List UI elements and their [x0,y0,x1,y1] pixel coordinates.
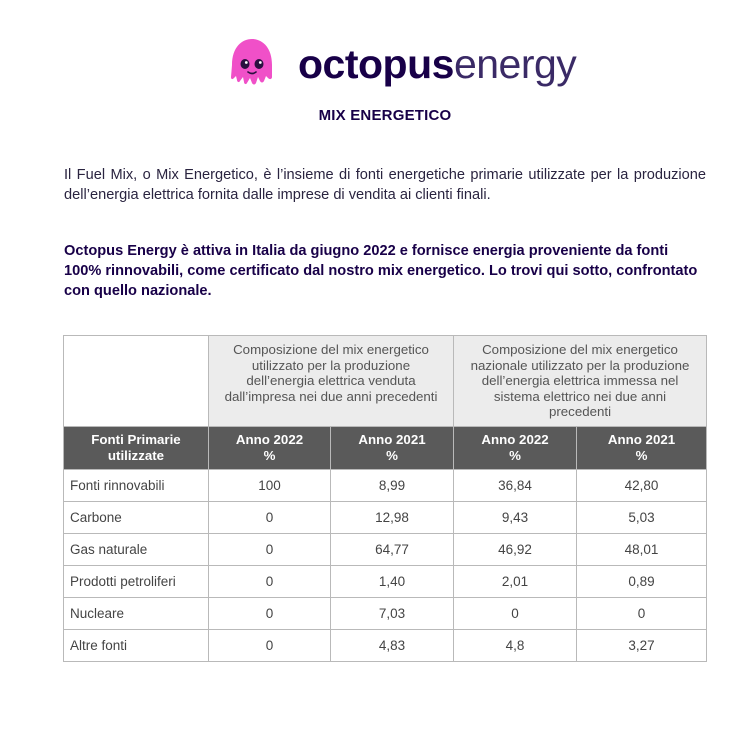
value-cell: 0,89 [577,566,707,598]
column-header [331,427,454,470]
group-header-row [64,336,707,427]
value-cell: 8,99 [331,470,454,502]
source-cell: Nucleare [64,598,209,630]
octopus-mascot-icon [228,37,276,91]
value-cell: 42,80 [577,470,707,502]
brand-name-bold: octopus [298,41,454,87]
value-cell: 12,98 [331,502,454,534]
column-header-line1: Anno 2022 [481,432,549,447]
value-cell: 9,43 [454,502,577,534]
column-header [577,427,707,470]
value-cell: 1,40 [331,566,454,598]
value-cell: 4,8 [454,630,577,662]
value-cell: 0 [209,566,331,598]
value-cell: 3,27 [577,630,707,662]
column-header [209,427,331,470]
column-header-line1: Anno 2022 [235,432,304,447]
column-header-line2: utilizzate [107,448,165,463]
column-header-line2: % [263,448,276,463]
intro-paragraph: Il Fuel Mix, o Mix Energetico, è l’insieme di fonti energetiche primarie utilizzate per la produzione dell’energia elettrica fornita dalle imprese di vendita ai clienti finali. [64,167,706,203]
column-header [64,427,209,470]
value-cell: 100 [209,470,331,502]
value-cell: 0 [577,598,707,630]
value-cell: 4,83 [331,630,454,662]
value-cell: 64,77 [331,534,454,566]
lead-paragraph: Octopus Energy è attiva in Italia da giugno 2022 e fornisce energia proveniente da fonti 100% rinnovabili, come certificato dal nostro mix energetico. Lo trovi qui sotto, confrontato con quello nazionale. [64,243,698,299]
table-row [64,630,707,662]
table-row [64,566,707,598]
empty-header-cell [64,336,209,427]
source-cell: Altre fonti [64,630,209,662]
value-cell: 2,01 [454,566,577,598]
column-header-line2: % [386,448,398,463]
column-header-line2: % [635,448,648,463]
column-header-line2: % [509,448,521,463]
value-cell: 46,92 [454,534,577,566]
column-header-line1: Anno 2021 [607,432,676,447]
table-row [64,502,707,534]
column-header [454,427,577,470]
page-title: MIX ENERGETICO [318,107,452,124]
value-cell: 0 [209,502,331,534]
column-header-line1: Anno 2021 [358,432,426,447]
value-cell: 36,84 [454,470,577,502]
value-cell: 0 [209,534,331,566]
brand-name-light: energy [453,41,577,87]
national-mix-header: Composizione del mix energetico nazionale utilizzato per la produzione dell’energia elettrica immessa nel sistema elettrico nei due anni precedenti [454,336,707,427]
table-row [64,534,707,566]
table-row [64,470,707,502]
column-header-row [64,427,707,470]
value-cell: 0 [209,630,331,662]
company-mix-header: Composizione del mix energetico utilizzato per la produzione dell’energia elettrica venduta dall’impresa nei due anni precedenti [209,336,454,427]
logo [0,34,740,94]
value-cell: 0 [209,598,331,630]
value-cell: 7,03 [331,598,454,630]
source-cell: Gas naturale [64,534,209,566]
column-header-line1: Fonti Primarie [91,432,181,447]
table-row [64,598,707,630]
value-cell: 5,03 [577,502,707,534]
value-cell: 0 [454,598,577,630]
brand-wordmark [298,38,576,90]
value-cell: 48,01 [577,534,707,566]
source-cell: Carbone [64,502,209,534]
source-cell: Prodotti petroliferi [64,566,209,598]
source-cell: Fonti rinnovabili [64,470,209,502]
energy-mix-table [63,335,707,662]
